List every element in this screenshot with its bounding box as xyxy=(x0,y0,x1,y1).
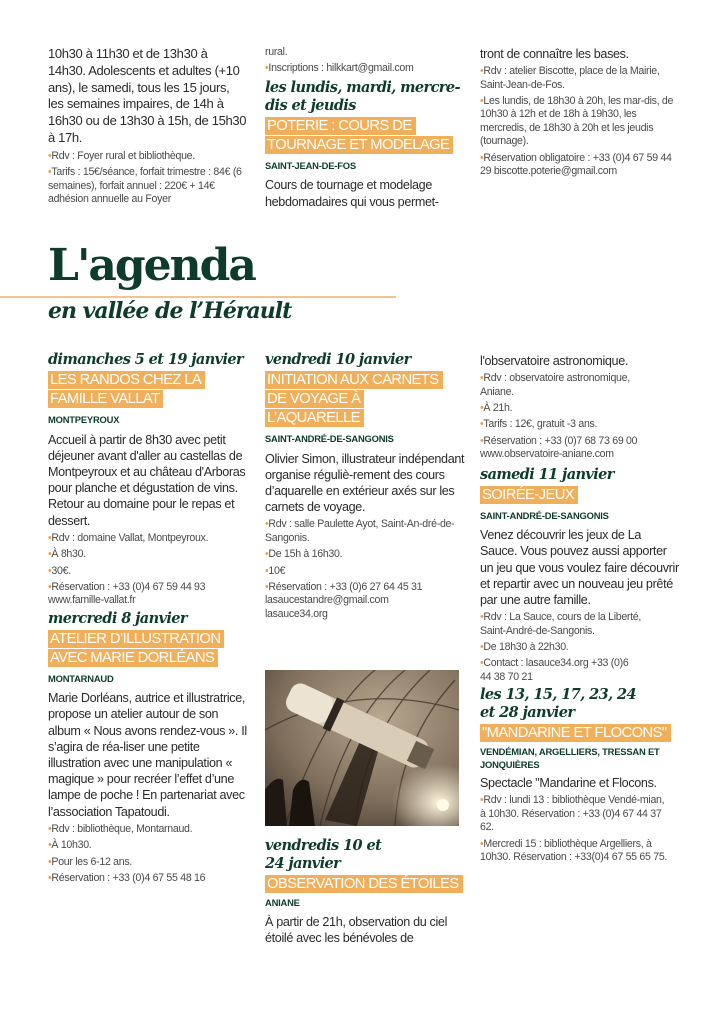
info-text: 30€. xyxy=(51,564,71,577)
event-title xyxy=(265,875,465,894)
body-text: l'observatoire astronomique. xyxy=(480,354,629,368)
info-text: Rdv : domaine Vallat, Montpeyroux. xyxy=(51,531,209,544)
event xyxy=(48,610,248,886)
event-place: SAINT-ANDRÉ-DE-SANGONIS xyxy=(480,509,609,521)
event-title-text: POTERIE : COURS DE TOURNAGE ET MODELAGE xyxy=(265,117,453,154)
event xyxy=(480,686,680,864)
info-line: •Rdv : La Sauce, cours de la Liberté, Saint-André-de-Sangonis. xyxy=(480,611,642,637)
body-text: Cours de tournage et modelage hebdomadaires qui vous permet- xyxy=(265,178,439,209)
info-line: •Les lundis, de 18h30 à 20h, les mar-dis, de 10h30 à 12h et de 18h à 19h30, les mercredis, de 18h30 à 20h et les jeudis (tournage). xyxy=(480,95,674,148)
info-text: Rdv : observatoire astronomique, Aniane. xyxy=(480,372,630,398)
agenda-column-1 xyxy=(48,351,248,886)
info-text: Réservation obligatoire : +33 (0)4 67 59 44 29 biscotte.poterie@gmail.com xyxy=(480,151,672,178)
info-line: •10€ xyxy=(265,564,286,577)
agenda-column-2-lower xyxy=(265,837,465,946)
info-line: •Réservation : +33 (0)4 67 55 48 16 xyxy=(48,872,206,885)
info-text: Tarifs : 12€, gratuit -3 ans. xyxy=(483,418,598,431)
masthead-subtitle: en vallée de l’Hérault xyxy=(48,298,292,324)
info-text: Rdv : salle Paulette Ayot, Saint-An-dré-de-Sangonis. xyxy=(265,518,455,544)
body-text: tront de connaître les bases. xyxy=(480,47,629,61)
info-line: •Inscriptions : hilkkart@gmail.com xyxy=(265,62,414,75)
event-title xyxy=(48,371,223,409)
event-date: les lundis, mardi, mercre-dis et jeudis xyxy=(265,78,460,114)
info-line: •Rdv : lundi 13 : bibliothèque Vendé-mian, à 10h30. Réservation : +33 (0)4 67 44 37 62. xyxy=(480,794,665,834)
event-place: MONTPEYROUX xyxy=(48,414,120,425)
info-text: À 8h30. xyxy=(51,548,86,561)
body-text: À partir de 21h, observation du ciel étoilé avec les bénévoles de xyxy=(265,914,448,945)
agenda-column-2 xyxy=(265,351,465,621)
info-text: Rdv : Foyer rural et bibliothèque. xyxy=(51,149,195,162)
info-line: •Rdv : atelier Biscotte, place de la Mairie, Saint-Jean-de-Fos. xyxy=(480,65,660,91)
info-line: •Rdv : bibliothèque, Montarnaud. xyxy=(48,822,193,835)
info-line: •Réservation : +33 (0)7 68 73 69 00 www.observatoire-aniane.com xyxy=(480,434,638,461)
event-place: SAINT-ANDRÉ-DE-SANGONIS xyxy=(265,433,394,444)
event-continued xyxy=(480,353,680,462)
telescope-photo xyxy=(265,670,459,826)
event-date: les 13, 15, 17, 23, 24 et 28 janvier xyxy=(480,686,637,722)
info-line: •Rdv : observatoire astronomique, Aniane. xyxy=(480,372,630,398)
info-line: •Contact : lasauce34.org +33 (0)6 44 38 70 21 xyxy=(480,657,629,683)
event-title xyxy=(480,724,680,743)
masthead xyxy=(48,240,291,324)
body-text: Spectacle "Mandarine et Flocons. xyxy=(480,776,657,791)
info-text: Rdv : atelier Biscotte, place de la Mairie, Saint-Jean-de-Fos. xyxy=(480,65,660,91)
event xyxy=(48,351,248,608)
event-title-text: "MANDARINE ET FLOCONS" xyxy=(480,724,671,742)
info-line xyxy=(265,46,465,59)
info-line: •Tarifs : 12€, gratuit -3 ans. xyxy=(480,418,598,431)
body-text: Olivier Simon, illustrateur indépendant organise réguliè-rement des cours d’aquarelle en extérieur axés sur les carnets de voyage. xyxy=(265,451,465,515)
event-date: vendredis 10 et 24 janvier xyxy=(265,837,382,872)
info-line: •Tarifs : 15€/séance, forfait trimestre : 84€ (6 semaines), forfait annuel : 220€ + 14€ adhésion annuelle au Foyer xyxy=(48,166,242,205)
event-date: samedi 11 janvier xyxy=(480,465,614,483)
event-title-text: ATELIER D’ILLUSTRATION AVEC MARIE DORLÉANS xyxy=(48,630,224,667)
event-title xyxy=(480,486,680,505)
event-title-text: SOIRÉE-JEUX xyxy=(480,486,578,504)
info-text: Rdv : lundi 13 : bibliothèque Vendé-mian, à 10h30. Réservation : +33 (0)4 67 44 37 62. xyxy=(480,794,665,834)
agenda-column-3 xyxy=(480,353,680,864)
info-line: •Pour les 6-12 ans. xyxy=(48,855,132,868)
info-line: •Réservation : +33 (0)6 27 64 45 31 lasaucestandre@gmail.com lasauce34.org xyxy=(265,580,423,620)
event-date: mercredi 8 janvier xyxy=(48,609,187,627)
body-text: Venez découvrir les jeux de La Sauce. Vous pouvez aussi apporter un jeu que vous voulez faire découvrir et repartir avec un nouveau jeu prêté par une autre famille. xyxy=(480,528,679,607)
event-place: MONTARNAUD xyxy=(48,672,114,684)
event-place: VENDÉMIAN, ARGELLIERS, TRESSAN ET JONQUIÈRES xyxy=(480,746,660,770)
event-title xyxy=(265,117,465,155)
info-text: De 18h30 à 22h30. xyxy=(483,640,569,653)
info-line: •À 21h. xyxy=(480,402,513,415)
info-line: •Mercredi 15 : bibliothèque Argelliers, à 10h30. Réservation : +33(0)4 67 55 65 75. xyxy=(480,837,668,864)
info-text: Contact : lasauce34.org +33 (0)6 44 38 70 21 xyxy=(480,657,629,683)
info-text: Réservation : +33 (0)6 27 64 45 31 lasaucestandre@gmail.com lasauce34.org xyxy=(265,580,423,620)
event-title-text: INITIATION AUX CARNETS DE VOYAGE À L’AQUARELLE xyxy=(265,371,443,427)
info-line: •Réservation : +33 (0)4 67 59 44 93 www.famille-vallat.fr xyxy=(48,580,206,607)
info-line: •Rdv : Foyer rural et bibliothèque. xyxy=(48,149,195,162)
event xyxy=(265,351,465,621)
event-place: SAINT-JEAN-DE-FOS xyxy=(265,159,356,171)
info-text: Réservation : +33 (0)4 67 59 44 93 www.famille-vallat.fr xyxy=(48,580,206,607)
telescope-photo-image xyxy=(265,670,459,826)
event xyxy=(265,837,465,946)
info-text: Inscriptions : hilkkart@gmail.com xyxy=(268,62,414,75)
info-text: Mercredi 15 : bibliothèque Argelliers, à 10h30. Réservation : +33(0)4 67 55 65 75. xyxy=(480,837,668,864)
event-title-text: OBSERVATION DES ÉTOILES xyxy=(265,875,463,893)
body-text: Accueil à partir de 8h30 avec petit déjeuner avant d'aller au castellas de Montpeyroux et au château d'Arboras pour planche et dégustation de vins. Retour au domaine pour le repas et dessert. xyxy=(48,432,246,528)
top-column-3 xyxy=(480,46,680,178)
top-column-2 xyxy=(265,46,465,210)
info-line: •De 15h à 16h30. xyxy=(265,548,343,561)
info-text: Réservation : +33 (0)7 68 73 69 00 www.observatoire-aniane.com xyxy=(480,434,638,461)
event xyxy=(480,466,680,685)
info-line: •À 8h30. xyxy=(48,548,86,561)
info-line: •Réservation obligatoire : +33 (0)4 67 59 44 29 biscotte.poterie@gmail.com xyxy=(480,151,672,178)
info-text: Rdv : La Sauce, cours de la Liberté, Saint-André-de-Sangonis. xyxy=(480,611,642,637)
info-text: À 10h30. xyxy=(51,839,92,852)
masthead-title: L'agenda xyxy=(48,240,255,291)
info-text: rural. xyxy=(265,46,288,58)
info-text: De 15h à 16h30. xyxy=(268,548,343,561)
info-text: 10€ xyxy=(268,564,286,577)
top-column-1 xyxy=(48,46,248,206)
body-text: 10h30 à 11h30 et de 13h30 à 14h30. Adolescents et adultes (+10 ans), le samedi, tous les 15 jours, les semaines impaires, de 14h à 16h30 ou de 13h30 à 15h, de 15h30 à 17h. xyxy=(48,46,247,145)
body-text: Marie Dorléans, autrice et illustratrice, propose un atelier autour de son album « Nous avons rendez-vous ». Il s’agira de réa-liser une petite illustration avec une manipulation « magique » pour recréer l’effet d’une lampe de poche ! En partenariat avec l’association Tapatoudi. xyxy=(48,691,247,819)
info-line: •30€. xyxy=(48,564,71,577)
event-date: dimanches 5 et 19 janvier xyxy=(48,351,244,368)
info-text: À 21h. xyxy=(483,402,513,415)
event-date: vendredi 10 janvier xyxy=(265,351,411,368)
info-line: •Rdv : salle Paulette Ayot, Saint-An-dré-de-Sangonis. xyxy=(265,518,455,544)
info-text: Tarifs : 15€/séance, forfait trimestre : 84€ (6 semaines), forfait annuel : 220€ + 14€ adhésion annuelle au Foyer xyxy=(48,166,242,205)
info-text: Les lundis, de 18h30 à 20h, les mar-dis, de 10h30 à 12h et de 18h à 19h30, les mercredis, de 18h30 à 20h et les jeudis (tournage). xyxy=(480,95,674,148)
info-text: Pour les 6-12 ans. xyxy=(51,855,132,868)
info-text: Rdv : bibliothèque, Montarnaud. xyxy=(51,822,193,835)
event-title xyxy=(265,371,460,428)
info-line: •Rdv : domaine Vallat, Montpeyroux. xyxy=(48,531,209,544)
event-title xyxy=(48,630,238,668)
info-text: Réservation : +33 (0)4 67 55 48 16 xyxy=(51,872,206,885)
info-line: •À 10h30. xyxy=(48,839,92,852)
info-line: •De 18h30 à 22h30. xyxy=(480,640,569,653)
event-title-text: LES RANDOS CHEZ LA FAMILLE VALLAT xyxy=(48,371,205,408)
event-place: ANIANE xyxy=(265,897,300,908)
